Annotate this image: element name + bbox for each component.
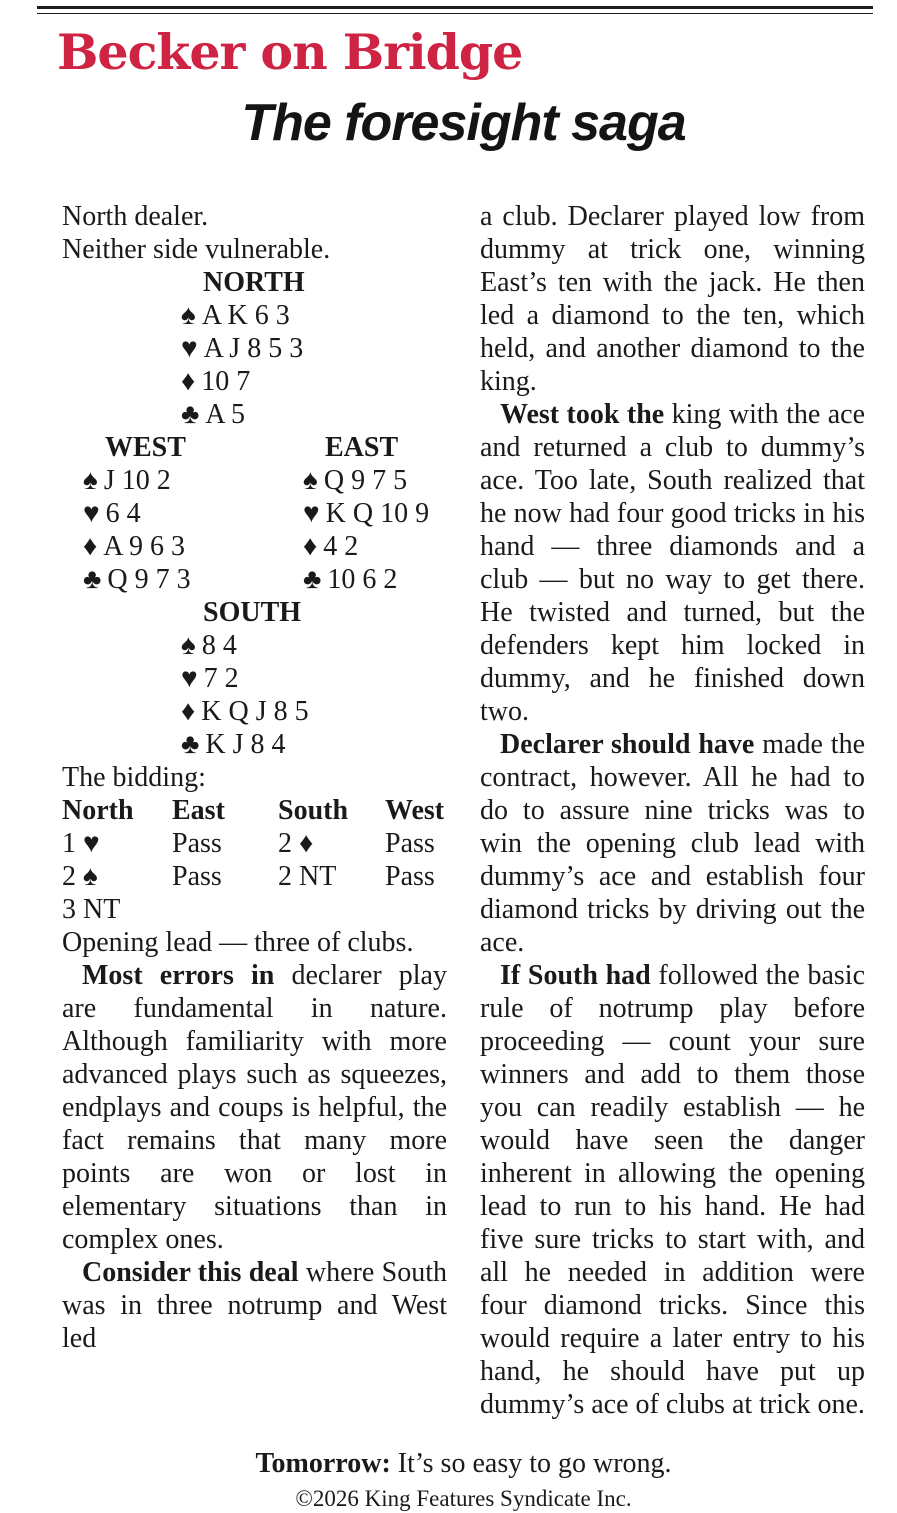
- right-column: [480, 200, 865, 1421]
- card-values: A 5: [205, 399, 246, 430]
- column-kicker: Becker on Bridge: [57, 23, 523, 81]
- card-values: 7 2: [203, 663, 239, 694]
- card-values: K Q 10 9: [325, 498, 430, 529]
- card-values: A K 6 3: [201, 300, 290, 331]
- diamond-icon: ♦: [181, 366, 196, 397]
- club-icon: ♣: [83, 564, 102, 595]
- bid-cell: [172, 893, 278, 926]
- hand-rows-north: [181, 299, 447, 431]
- bridge-column-page: [0, 6, 897, 1513]
- hand-row-spades: [303, 464, 429, 497]
- hand-rows-south: [181, 629, 447, 761]
- hand-row-clubs: [181, 398, 447, 431]
- spade-icon: ♠: [83, 465, 98, 496]
- hand-row-hearts: [181, 662, 447, 695]
- paragraph-lead: Most errors in: [82, 960, 275, 991]
- tomorrow-line: [62, 1447, 865, 1481]
- diamond-icon: ♦: [303, 531, 318, 562]
- diamond-icon: ♦: [83, 531, 98, 562]
- copyright-line: ©2026 King Features Syndicate Inc.: [295, 1486, 632, 1511]
- club-icon: ♣: [303, 564, 322, 595]
- article-paragraph: a club. Declarer played low from dummy at trick one, winning East’s ten with the jack. He then led a diamond to the ten, which held, and another diamond to the king.: [480, 201, 865, 397]
- hand-row-clubs: [83, 563, 303, 596]
- hand-row-spades: [83, 464, 303, 497]
- bid-cell: [385, 893, 447, 926]
- tomorrow-text: It’s so easy to go wrong.: [397, 1448, 672, 1479]
- bid-cell: 2 ♦: [278, 828, 314, 859]
- vulnerability-line: Neither side vulnerable.: [62, 234, 331, 265]
- hand-row-clubs: [181, 728, 447, 761]
- bidding-table: [62, 794, 447, 926]
- card-values: K Q J 8 5: [201, 696, 309, 727]
- article-paragraph: Declarer should have made the contract, however. All he had to do to assure nine tricks was to win the opening club lead with dummy’s ace and establish four diamond tricks by driving out the ace.: [480, 729, 865, 958]
- club-icon: ♣: [181, 399, 200, 430]
- paragraph-lead: If South had: [500, 960, 651, 991]
- top-rule: [37, 6, 873, 14]
- bid-cell: Pass: [385, 861, 435, 892]
- bidding-column-header: West: [385, 795, 445, 826]
- bid-cell: 2 NT: [278, 861, 337, 892]
- hand-west: [83, 431, 303, 596]
- card-values: 4 2: [323, 531, 359, 562]
- spade-icon: ♠: [181, 300, 196, 331]
- bid-cell: Pass: [172, 828, 222, 859]
- hand-label-north: NORTH: [203, 267, 305, 298]
- club-icon: ♣: [181, 729, 200, 760]
- hand-rows-west: [83, 464, 303, 596]
- hand-east: [303, 431, 429, 596]
- hand-row-clubs: [303, 563, 429, 596]
- hand-north: [181, 266, 447, 431]
- article-paragraph: West took the king with the ace and returned a club to dummy’s ace. Too late, South realized that he now had four good tricks in his hand — three diamonds and a club — but no way to get there. He twisted and turned, but the defenders kept him locked in dummy, and he finished down two.: [480, 399, 865, 727]
- hand-row-hearts: [181, 332, 447, 365]
- spade-icon: ♠: [303, 465, 318, 496]
- hand-row-hearts: [83, 497, 303, 530]
- dealer-line: North dealer.: [62, 201, 209, 232]
- left-column: [62, 200, 447, 1421]
- heart-icon: ♥: [83, 498, 100, 529]
- card-values: Q 9 7 3: [107, 564, 191, 595]
- card-values: Q 9 7 5: [323, 465, 408, 496]
- bidding-intro: The bidding:: [62, 762, 206, 793]
- tomorrow-label: Tomorrow:: [255, 1448, 391, 1479]
- paragraph-lead: West took the: [500, 399, 665, 430]
- heart-icon: ♥: [303, 498, 320, 529]
- hand-row-diamonds: [181, 365, 447, 398]
- column-footer: [0, 1447, 897, 1513]
- article-paragraph: If South had followed the basic rule of notrump play before proceeding — count your sure winners and add to them those you can readily establish — he would have seen the danger inherent in allowing the opening lead to run to his hand. He had five sure tricks to start with, and all he needed in addition were four diamond tricks. Since this would require a later entry to his hand, he should have put up dummy’s ace of clubs at trick one.: [480, 960, 865, 1420]
- card-values: 8 4: [201, 630, 237, 661]
- hand-rows-east: [303, 464, 429, 596]
- heart-icon: ♥: [181, 663, 198, 694]
- bid-cell: 1 ♥: [62, 828, 100, 859]
- hand-row-spades: [181, 629, 447, 662]
- hand-label-west: WEST: [105, 432, 186, 463]
- paragraph-lead: Consider this deal: [82, 1257, 299, 1288]
- west-east-row: [62, 431, 447, 596]
- article-paragraph: Most errors in declarer play are fundamental in nature. Although familiarity with more advanced plays such as squeezes, endplays and coups is helpful, the fact remains that many more points are won or lost in elementary situations than in complex ones.: [62, 960, 447, 1255]
- bidding-column-header: East: [172, 795, 225, 826]
- card-values: 10 7: [201, 366, 251, 397]
- card-values: A J 8 5 3: [203, 333, 304, 364]
- card-values: 10 6 2: [327, 564, 398, 595]
- paragraph-lead: Declarer should have: [500, 729, 755, 760]
- card-values: 6 4: [105, 498, 141, 529]
- diamond-icon: ♦: [181, 696, 196, 727]
- card-values: A 9 6 3: [103, 531, 185, 562]
- hand-label-east: EAST: [325, 432, 399, 463]
- hand-row-hearts: [303, 497, 429, 530]
- bid-cell: Pass: [172, 861, 222, 892]
- hand-label-south: SOUTH: [203, 597, 302, 628]
- hand-south: [181, 596, 447, 761]
- bid-cell: [278, 893, 385, 926]
- article-title: The foresight saga: [241, 94, 686, 152]
- bid-cell: Pass: [385, 828, 435, 859]
- hand-row-diamonds: [303, 530, 429, 563]
- hand-row-diamonds: [83, 530, 303, 563]
- hand-row-diamonds: [181, 695, 447, 728]
- card-values: J 10 2: [103, 465, 171, 496]
- opening-lead-line: Opening lead — three of clubs.: [62, 927, 414, 958]
- bidding-column-header: North: [62, 795, 134, 826]
- spade-icon: ♠: [181, 630, 196, 661]
- article-body: [0, 200, 897, 1421]
- heart-icon: ♥: [181, 333, 198, 364]
- bid-cell: 3 NT: [62, 894, 121, 925]
- left-column-paragraphs: [62, 959, 447, 1355]
- bid-cell: 2 ♠: [62, 861, 98, 892]
- article-paragraph: Consider this deal where South was in three notrump and West led: [62, 1257, 447, 1354]
- hand-row-spades: [181, 299, 447, 332]
- right-column-paragraphs: [480, 200, 865, 1421]
- bidding-column-header: South: [278, 795, 349, 826]
- card-values: K J 8 4: [205, 729, 286, 760]
